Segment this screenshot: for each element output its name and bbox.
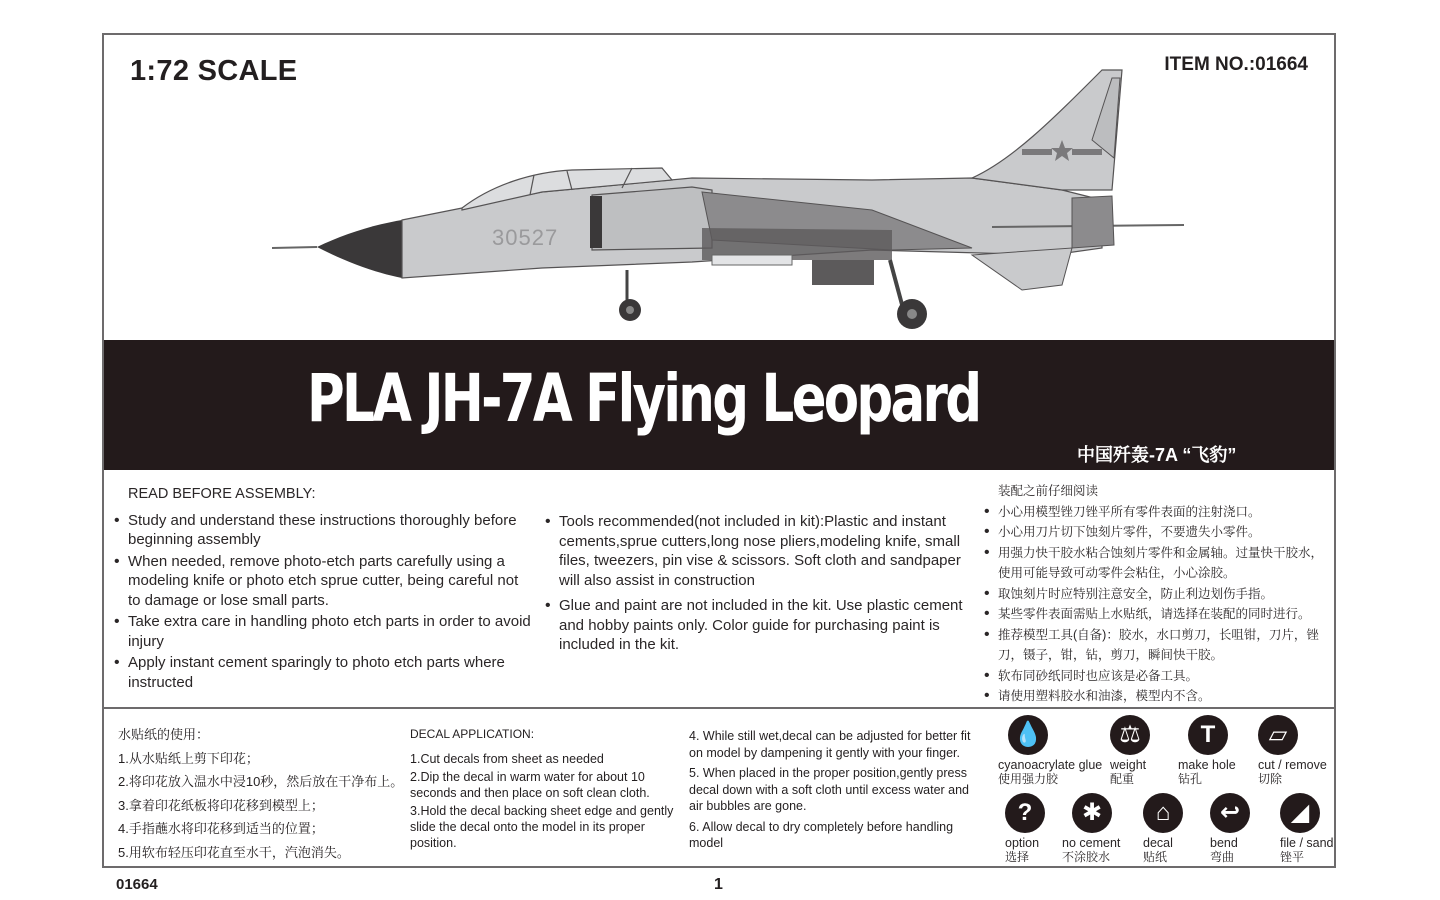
legend-item-glue: 💧 cyanoacrylate glue 使用强力胶: [998, 715, 1102, 786]
tools-item: • Glue and paint are not included in the kit. Use plastic cement and hobby paints only. Color guide for purchasing paint is included in the kit.: [545, 596, 975, 655]
file-icon: ◢: [1280, 793, 1320, 833]
legend-item-file-sand: ◢ file / sand 锉平: [1280, 793, 1334, 864]
decal-cn-step: 5.用软布轻压印花直至水干，汽泡消失。: [118, 844, 350, 860]
decal-en-section: [410, 726, 690, 853]
decal-cn-step: 4.手指蘸水将印花移到适当的位置；: [118, 821, 324, 836]
cut-icon: ▱: [1258, 715, 1298, 755]
decal-cn-section: [118, 723, 403, 864]
tools-section: [545, 512, 975, 657]
decal-icon: ⌂: [1143, 793, 1183, 833]
read-before-cn-item: • 用强力快干胶水粘合蚀刻片零件和金属轴。过量快干胶水，使用可能导致可动零件会粘住，小心涂胶。: [984, 543, 1329, 584]
read-before-cn-item: • 推荐模型工具(自备)：胶水，水口剪刀，长咀钳，刀片，锉刀，镊子，钳，钻，剪刀，瞬间快干胶。: [984, 625, 1329, 666]
read-before-item: • Take extra care in handling photo etch parts in order to avoid injury: [114, 612, 534, 651]
decal-en-step: 6. Allow decal to dry completely before handling model: [689, 819, 954, 850]
kit-title: PLA JH-7A Flying Leopard: [307, 360, 980, 437]
tools-item: • Tools recommended(not included in kit):Plastic and instant cements,sprue cutters,long nose pliers,modeling knife, small files, tweezers, pin vise & scissors. Soft cloth and sandpaper will also assist in construction: [545, 512, 975, 590]
decal-en-step: 3.Hold the decal backing sheet edge and gently slide the decal onto the model in its proper position.: [410, 804, 674, 850]
read-before-heading: READ BEFORE ASSEMBLY:: [128, 486, 316, 502]
read-before-cn-item: • 某些零件表面需贴上水贴纸，请选择在装配的同时进行。: [984, 604, 1329, 625]
read-before-cn-heading: 装配之前仔细阅读: [998, 484, 1099, 498]
instruction-page: [102, 33, 1336, 868]
scale-label: 1:72 SCALE: [130, 55, 298, 87]
decal-cn-step: 3.拿着印花纸板将印花移到模型上；: [118, 797, 324, 813]
read-before-cn-section: [984, 481, 1329, 707]
footer-item-code: 01664: [116, 876, 158, 893]
drill-icon: T: [1188, 715, 1228, 755]
read-before-item: • Apply instant cement sparingly to photo etch parts where instructed: [114, 653, 534, 692]
decal-en-step: 2.Dip the decal in warm water for about 10 seconds and then place on soft clean cloth.: [410, 770, 650, 800]
read-before-section: [114, 485, 534, 694]
title-band: [104, 340, 1334, 470]
question-icon: ?: [1005, 793, 1045, 833]
legend-item-cut: ▱ cut / remove 切除: [1258, 715, 1327, 786]
no-cement-icon: ✱: [1072, 793, 1112, 833]
bend-icon: ↩: [1210, 793, 1250, 833]
decal-en-heading: DECAL APPLICATION:: [410, 727, 535, 741]
legend-item-bend: ↩ bend 弯曲: [1210, 793, 1250, 864]
decal-cn-step: 1.从水贴纸上剪下印花；: [118, 750, 259, 766]
weight-icon: ⚖: [1110, 715, 1150, 755]
symbol-legend: [990, 713, 1334, 873]
read-before-item: • When needed, remove photo-etch parts carefully using a modeling knife or photo etch sprue cutter, being careful not to damage or lose small parts.: [114, 552, 534, 611]
legend-item-decal: ⌂ decal 贴纸: [1143, 793, 1183, 864]
decal-en-step: 4. While still wet,decal can be adjusted for better fit on model by dampening it gently with your finger.: [689, 729, 971, 760]
read-before-cn-item: • 软布同砂纸同时也应该是必备工具。: [984, 666, 1329, 687]
glue-drop-icon: 💧: [1008, 715, 1048, 755]
legend-item-weight: ⚖ weight 配重: [1110, 715, 1150, 786]
decal-cn-step: 2.将印花放入温水中浸10秒，然后放在干净布上。: [118, 774, 404, 789]
kit-title-chinese: 中国歼轰-7A “飞豹”: [1077, 445, 1237, 465]
decal-en-section-continued: [689, 728, 979, 856]
item-number: ITEM NO.:01664: [1164, 54, 1308, 75]
legend-item-option: ? option 选择: [1005, 793, 1045, 864]
legend-item-make-hole: T make hole 钻孔: [1178, 715, 1236, 786]
read-before-cn-item: • 取蚀刻片时应特别注意安全，防止利边划伤手指。: [984, 584, 1329, 605]
section-divider: [104, 707, 1334, 709]
decal-en-step: 1.Cut decals from sheet as needed: [410, 752, 604, 766]
read-before-item: • Study and understand these instructions thoroughly before beginning assembly: [114, 511, 534, 550]
read-before-cn-item: • 请使用塑料胶水和油漆，模型内不含。: [984, 686, 1329, 707]
read-before-cn-item: • 小心用刀片切下蚀刻片零件，不要遗失小零件。: [984, 522, 1329, 543]
read-before-cn-item: • 小心用模型锉刀锉平所有零件表面的注射浇口。: [984, 502, 1329, 523]
legend-item-no-cement: ✱ no cement 不涂胶水: [1062, 793, 1120, 864]
decal-en-step: 5. When placed in the proper position,gently press decal down with a soft cloth until excess water and air bubbles are gone.: [689, 766, 970, 813]
decal-cn-heading: 水贴纸的使用：: [118, 727, 210, 742]
aircraft-illustration: [272, 50, 1192, 340]
page-number: 1: [714, 876, 723, 893]
svg-text:30527: 30527: [492, 225, 559, 250]
